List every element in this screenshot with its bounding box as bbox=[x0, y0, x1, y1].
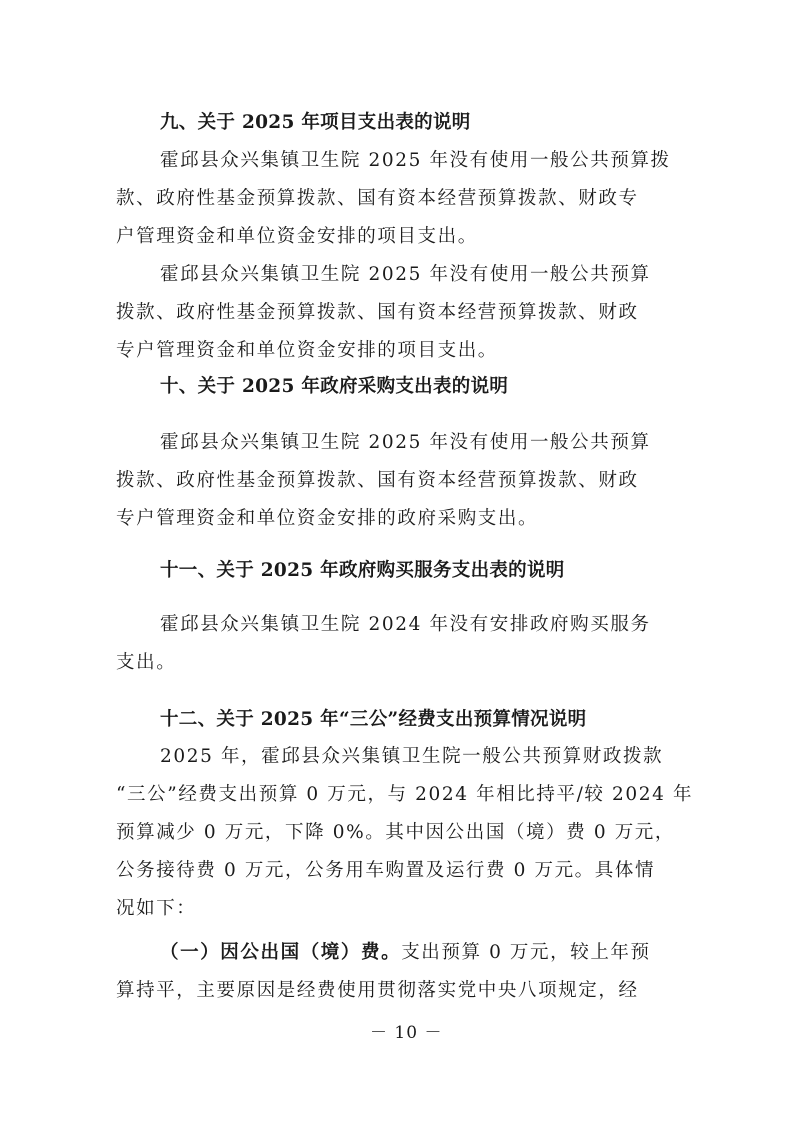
section-12-p1-line-4: 公务接待费 0 万元，公务用车购置及运行费 0 万元。具体情 bbox=[116, 860, 656, 881]
section-10-p1-line-2: 拨款、政府性基金预算拨款、国有资本经营预算拨款、财政 bbox=[116, 470, 639, 491]
section-9-p2-line-2: 拨款、政府性基金预算拨款、国有资本经营预算拨款、财政 bbox=[116, 302, 639, 323]
section-10-heading: 十、关于 2025 年政府采购支出表的说明 bbox=[160, 376, 509, 397]
section-12-p1-line-2: “三公”经费支出预算 0 万元，与 2024 年相比持平/较 2024 年 bbox=[116, 784, 694, 805]
section-10-p1-line-1: 霍邱县众兴集镇卫生院 2025 年没有使用一般公共预算 bbox=[160, 432, 651, 453]
subsection-1-line-1-text: 支出预算 0 万元，较上年预 bbox=[401, 942, 651, 963]
section-9-heading: 九、关于 2025 年项目支出表的说明 bbox=[160, 112, 471, 133]
section-9-p1-line-3: 户管理资金和单位资金安排的项目支出。 bbox=[116, 226, 478, 247]
section-9-p1-line-1: 霍邱县众兴集镇卫生院 2025 年没有使用一般公共预算拨 bbox=[160, 150, 671, 171]
section-12-p1-line-1: 2025 年，霍邱县众兴集镇卫生院一般公共预算财政拨款 bbox=[160, 746, 664, 767]
section-11-p1-line-2: 支出。 bbox=[116, 652, 177, 673]
section-12-p1-line-5: 况如下： bbox=[116, 898, 197, 919]
section-10-p1-line-3: 专户管理资金和单位资金安排的政府采购支出。 bbox=[116, 508, 539, 529]
page-number: － 10 － bbox=[370, 1023, 443, 1043]
section-9-p1-line-2: 款、政府性基金预算拨款、国有资本经营预算拨款、财政专 bbox=[116, 188, 639, 209]
subsection-1-line-2: 算持平，主要原因是经费使用贯彻落实党中央八项规定，经 bbox=[116, 980, 639, 1001]
section-12-heading: 十二、关于 2025 年“三公”经费支出预算情况说明 bbox=[160, 709, 587, 730]
section-12-p1-line-3: 预算减少 0 万元，下降 0%。其中因公出国（境）费 0 万元， bbox=[116, 822, 675, 843]
subsection-1-title: （一）因公出国（境）费。 bbox=[160, 942, 402, 963]
section-9-p2-line-1: 霍邱县众兴集镇卫生院 2025 年没有使用一般公共预算 bbox=[160, 264, 651, 285]
section-9-p2-line-3: 专户管理资金和单位资金安排的项目支出。 bbox=[116, 340, 498, 361]
section-11-heading: 十一、关于 2025 年政府购买服务支出表的说明 bbox=[160, 560, 565, 581]
subsection-1-line-1 bbox=[160, 938, 651, 964]
section-11-p1-line-1: 霍邱县众兴集镇卫生院 2024 年没有安排政府购买服务 bbox=[160, 614, 651, 635]
